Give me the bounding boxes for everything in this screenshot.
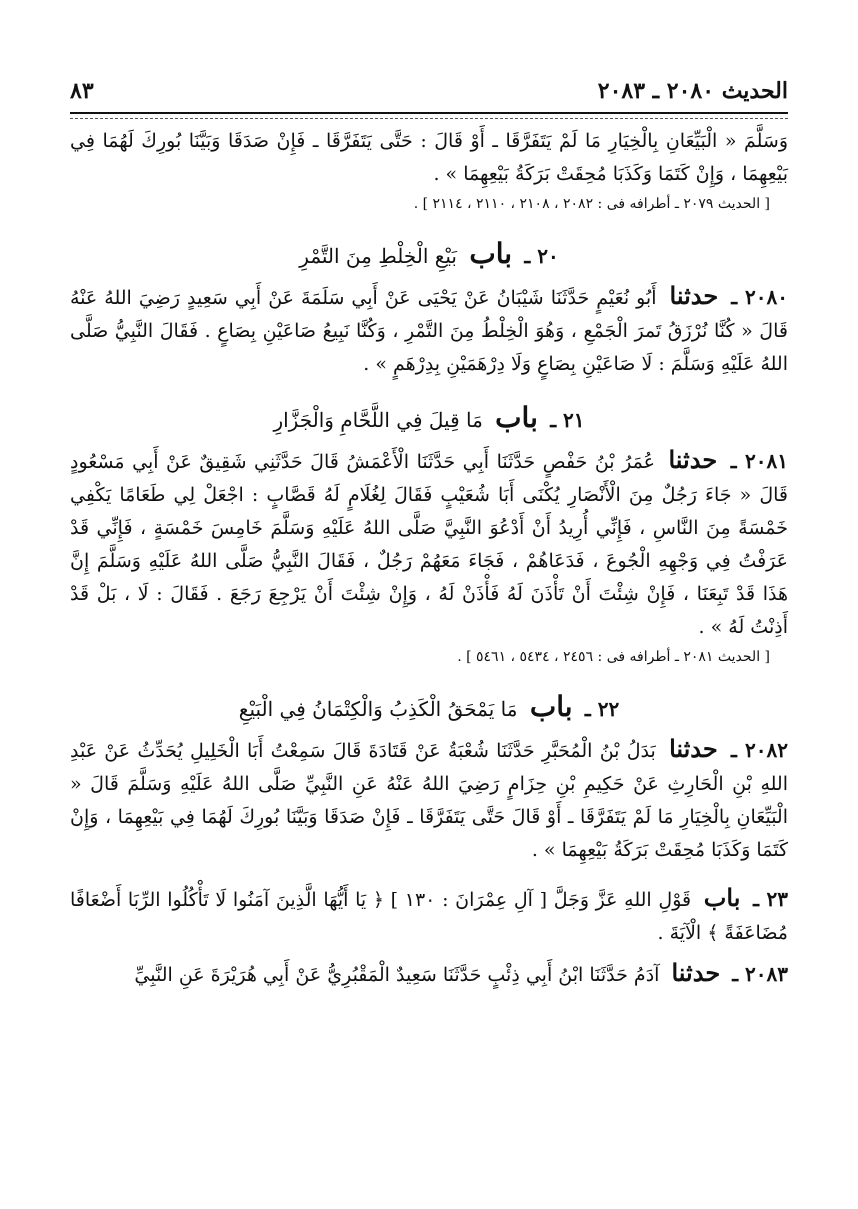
running-title: الحديث ٢٠٨٠ ـ ٢٠٨٣ bbox=[597, 78, 788, 104]
hadith-2081-text: عُمَرُ بْنُ حَفْصٍ حَدَّثَنَا أَبِي حَدَّثَنَا الْأَعْمَشُ قَالَ حَدَّثَنِي شَقِيقٌ عَنْ أَبِي مَسْعُودٍ قَالَ « جَاءَ رَجُلٌ مِنَ الْأَنْصَارِ يُكْنَى أَبَا شُعَيْبٍ فَقَالَ لِغُلَامٍ لَهُ قَصَّابٍ : اجْعَلْ لِي طَعَامًا يَكْفِي خَمْسَةً مِنَ النَّاسِ ، فَإِنِّي أُرِيدُ أَنْ أَدْعُوَ النَّبِيَّ صَلَّى اللهُ عَلَيْهِ وَسَلَّمَ خَامِسَ خَمْسَةٍ ، فَإِنِّي قَدْ عَرَفْتُ فِي وَجْهِهِ الْجُوعَ ، فَدَعَاهُمْ ، فَجَاءَ مَعَهُمْ رَجُلٌ ، فَقَالَ النَّبِيُّ صَلَّى اللهُ عَلَيْهِ وَسَلَّمَ إِنَّ هَذَا قَدْ تَبِعَنَا ، فَإِنْ شِئْتَ أَنْ تَأْذَنَ لَهُ فَأْذَنْ لَهُ ، وَإِنْ شِئْتَ أَنْ يَرْجِعَ رَجَعَ . فَقَالَ : لَا ، بَلْ قَدْ أَذِنْتُ لَهُ » . bbox=[70, 451, 788, 638]
header-dashed-rule bbox=[70, 118, 788, 119]
footnote-2079: [ الحديث ٢٠٧٩ ـ أطرافه فى : ٢٠٨٢ ، ٢١٠٨ ، ٢١١٠ ، ٢١١٤ ] . bbox=[413, 196, 770, 212]
hadith-2083-text: آدَمُ حَدَّثَنَا ابْنُ أَبِي ذِئْبٍ حَدَّثَنَا سَعِيدٌ الْمَقْبُرِيُّ عَنْ أَبِي هُرَيْرَةَ عَنِ النَّبِيِّ bbox=[134, 964, 660, 986]
hadith-2080-text: أَبُو نُعَيْمٍ حَدَّثَنَا شَيْبَانُ عَنْ يَحْيَى عَنْ أَبِي سَلَمَةَ عَنْ أَبِي سَعِيدٍ رَضِيَ اللهُ عَنْهُ قَالَ « كُنَّا نُرْزَقُ تَمرَ الْجَمْعِ ، وَهُوَ الْخِلْطُ مِنَ التَّمْرِ ، وَكُنَّا نَبِيعُ صَاعَيْنِ بِصَاعٍ . فَقَالَ النَّبِيُّ صَلَّى اللهُ عَلَيْهِ وَسَلَّمَ : لَا صَاعَيْنِ بِصَاعٍ وَلَا دِرْهَمَيْنِ بِدِرْهَمٍ » . bbox=[70, 287, 788, 375]
hadith-2082-number: ٢٠٨٢ ـ bbox=[731, 738, 789, 762]
hadith-2083-haddathana: حدثنا bbox=[671, 958, 721, 987]
chapter-20-number: ٢٠ ـ bbox=[524, 244, 559, 268]
chapter-20-title: بَيْعِ الْخِلْطِ مِنَ التَّمْرِ bbox=[299, 244, 457, 268]
hadith-2081 bbox=[70, 443, 788, 644]
page-number: ٨٣ bbox=[70, 78, 94, 104]
footnote-2081: [ الحديث ٢٠٨١ ـ أطرافه فى : ٢٤٥٦ ، ٥٤٣٤ ، ٥٤٦١ ] . bbox=[457, 649, 770, 665]
chapter-20-bab: باب bbox=[469, 237, 513, 270]
hadith-2079-continuation: وَسَلَّمَ « الْبَيِّعَانِ بِالْخِيَارِ مَا لَمْ يَتَفَرَّقَا ـ أَوْ قَالَ : حَتَّى يَتَفَرَّقَا ـ فَإِنْ صَدَقَا وَبَيَّنَا بُورِكَ لَهُمَا فِي بَيْعِهِمَا ، وَإِنْ كَتَمَا وَكَذَبَا مُحِقَتْ بَرَكَةُ بَيْعِهِمَا » . bbox=[70, 130, 788, 185]
hadith-2081-number: ٢٠٨١ ـ bbox=[730, 449, 788, 473]
book-page bbox=[70, 70, 788, 1190]
hadith-2080-number: ٢٠٨٠ ـ bbox=[731, 285, 788, 309]
chapter-23-bab: باب bbox=[703, 883, 741, 912]
chapter-21-bab: باب bbox=[495, 401, 538, 434]
chapter-21-number: ٢١ ـ bbox=[550, 408, 585, 432]
hadith-2082 bbox=[70, 732, 788, 867]
hadith-2080-haddathana: حدثنا bbox=[669, 281, 719, 310]
page-header bbox=[70, 70, 788, 104]
chapter-20-heading bbox=[70, 235, 788, 275]
chapter-21-heading bbox=[70, 399, 788, 439]
hadith-2082-text: بَدَلُ بْنُ الْمُحَبَّرِ حَدَّثَنَا شُعْبَةُ عَنْ قَتَادَةَ قَالَ سَمِعْتُ أَبَا الْخَلِيلِ يُحَدِّثُ عَنْ عَبْدِ اللهِ بْنِ الْحَارِثِ عَنْ حَكِيمِ بْنِ حِزَامٍ رَضِيَ اللهُ عَنْهُ عَنِ النَّبِيِّ صَلَّى اللهُ عَلَيْهِ وَسَلَّمَ قَالَ « الْبَيِّعَانِ بِالْخِيَارِ مَا لَمْ يَتَفَرَّقَا ـ أَوْ قَالَ حَتَّى يَتَفَرَّقَا ـ فَإِنْ صَدَقَا وَبَيَّنَا بُورِكَ لَهُمَا فِي بَيْعِهِمَا ، وَإِنْ كَتَمَا وَكَذَبَا مُحِقَتْ بَرَكَةُ بَيْعِهِمَا » . bbox=[70, 740, 788, 861]
hadith-2081-haddathana: حدثنا bbox=[668, 445, 718, 474]
chapter-22-heading bbox=[70, 688, 788, 728]
chapter-21-title: مَا قِيلَ فِي اللَّحَّامِ وَالْجَزَّارِ bbox=[273, 408, 483, 432]
chapter-22-number: ٢٢ ـ bbox=[584, 697, 620, 721]
chapter-22-bab: باب bbox=[529, 690, 573, 723]
hadith-2080 bbox=[70, 279, 788, 381]
hadith-2082-haddathana: حدثنا bbox=[669, 734, 718, 763]
header-rule bbox=[70, 112, 788, 114]
chapter-23-heading bbox=[70, 881, 788, 950]
chapter-22-title: مَا يَمْحَقُ الْكَذِبُ وَالْكِتْمَانُ فِي الْبَيْعِ bbox=[238, 697, 518, 721]
hadith-2083-number: ٢٠٨٣ ـ bbox=[732, 962, 788, 986]
hadith-2083 bbox=[70, 956, 788, 992]
chapter-23-number: ٢٣ ـ bbox=[753, 887, 789, 911]
chapter-23-title: قَوْلِ اللهِ عَزَّ وَجَلَّ [ آلِ عِمْرَانَ : ١٣٠ ] ﴿ يَا أَيُّهَا الَّذِينَ آمَنُوا لَا تَأْكُلُوا الرِّبَا أَضْعَافًا مُضَاعَفَةً ﴾ الْآيَةَ . bbox=[70, 889, 788, 944]
